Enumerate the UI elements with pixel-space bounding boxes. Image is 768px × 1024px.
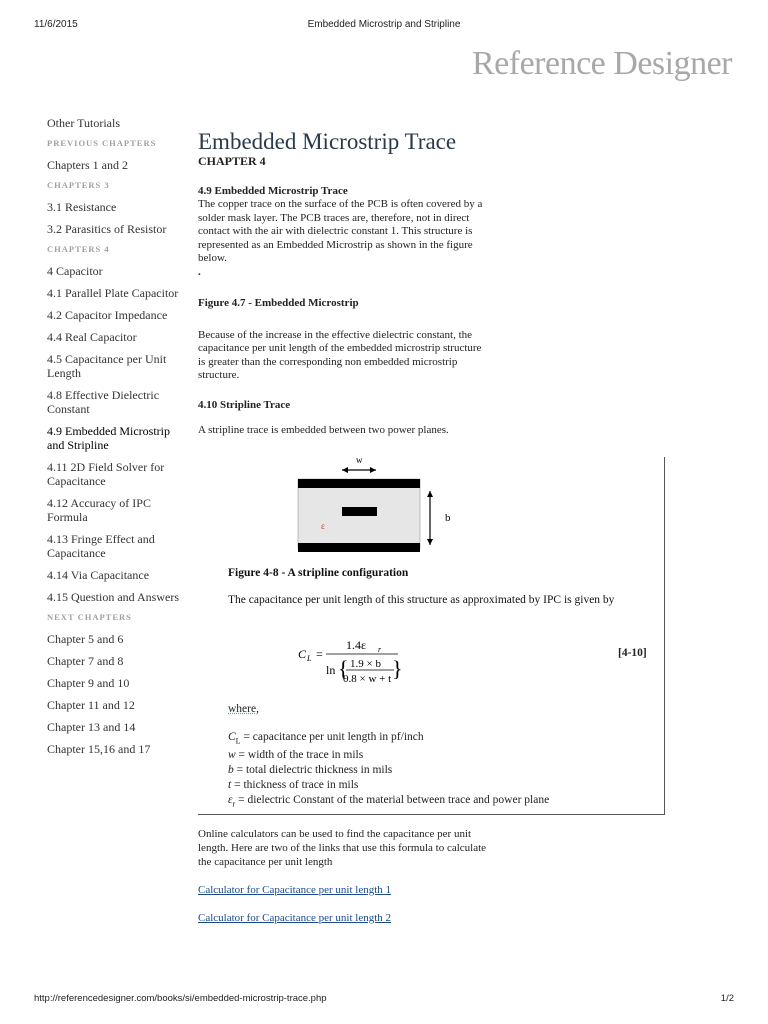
sidebar-heading-chapters-3: CHAPTERS 3 xyxy=(47,180,110,190)
where-label: where, xyxy=(228,703,259,715)
sidebar-item-real-capacitor[interactable]: 4.4 Real Capacitor xyxy=(47,330,137,344)
definition-w: w = width of the trace in mils xyxy=(228,749,364,762)
sidebar-heading-chapters-4: CHAPTERS 4 xyxy=(47,244,110,254)
figure-4-7-caption: Figure 4.7 - Embedded Microstrip xyxy=(198,297,359,309)
w-arrow-head-left xyxy=(342,467,348,473)
b-arrow-head-bottom xyxy=(427,539,433,545)
sidebar-item-embedded-microstrip[interactable]: 4.9 Embedded Microstrip and Stripline xyxy=(47,424,170,452)
sidebar-item-chapter-9-10[interactable]: Chapter 9 and 10 xyxy=(47,676,130,690)
sidebar-item-question-answers[interactable]: 4.15 Question and Answers xyxy=(47,590,179,604)
ipc-description: The capacitance per unit length of this structure as approximated by IPC is given by xyxy=(228,594,615,606)
formula-equals: = xyxy=(316,647,323,661)
chapter-label: CHAPTER 4 xyxy=(198,154,266,168)
sidebar-item-2d-field-solver[interactable]: 4.11 2D Field Solver for Capacitance xyxy=(47,460,165,488)
sidebar-item-fringe-effect[interactable]: 4.13 Fringe Effect and Capacitance xyxy=(47,532,155,560)
variable-definitions xyxy=(228,730,549,812)
sidebar-item-chapters-1-2[interactable]: Chapters 1 and 2 xyxy=(47,158,128,172)
b-label: b xyxy=(445,512,451,524)
calculator-link-2[interactable]: Calculator for Capacitance per unit length 2 xyxy=(198,912,392,924)
figure-4-8-caption: Figure 4-8 - A stripline configuration xyxy=(228,567,409,579)
sidebar-item-chapter-7-8[interactable]: Chapter 7 and 8 xyxy=(47,654,124,668)
equation-reference: [4-10] xyxy=(618,647,647,659)
sidebar xyxy=(47,116,182,764)
sidebar-item-capacitor-impedance[interactable]: 4.2 Capacitor Impedance xyxy=(47,308,168,322)
sidebar-item-resistance[interactable]: 3.1 Resistance xyxy=(47,200,117,214)
effective-dielectric-paragraph: Because of the increase in the effective dielectric constant, the capacitance per unit length of the embedded microstrip structure is greater than the corresponding non embedded microstrip structure. xyxy=(198,328,482,381)
sidebar-heading-previous: PREVIOUS CHAPTERS xyxy=(47,138,157,148)
calculators-section xyxy=(198,827,488,925)
sidebar-item-chapter-13-14[interactable]: Chapter 13 and 14 xyxy=(47,720,136,734)
formula-lhs-sub: L xyxy=(307,654,312,663)
section-heading-4-10: 4.10 Stripline Trace xyxy=(198,398,291,411)
sidebar-item-chapter-15-17[interactable]: Chapter 15,16 and 17 xyxy=(47,742,151,756)
sidebar-item-capacitor[interactable]: 4 Capacitor xyxy=(47,264,103,278)
sidebar-item-chapter-11-12[interactable]: Chapter 11 and 12 xyxy=(47,698,135,712)
sidebar-item-effective-dielectric[interactable]: 4.8 Effective Dielectric Constant xyxy=(47,388,160,416)
sidebar-item-other-tutorials[interactable]: Other Tutorials xyxy=(47,116,121,130)
bottom-power-plane xyxy=(298,543,420,552)
definition-cl: $C_L$ = capacitance per unit length in pf/inch xyxy=(228,731,424,746)
page-number: 1/2 xyxy=(720,993,734,1004)
sidebar-item-parasitics[interactable]: 3.2 Parasitics of Resistor xyxy=(47,222,167,236)
section-heading-4-9: 4.9 Embedded Microstrip Trace xyxy=(198,184,348,197)
print-date: 11/6/2015 xyxy=(34,19,78,30)
w-arrow-head-right xyxy=(370,467,376,473)
stray-dot: . xyxy=(198,265,201,278)
ipc-formula xyxy=(298,638,403,685)
formula-lhs: C xyxy=(298,647,307,661)
formula-inner-num: 1.9 × b xyxy=(350,658,381,670)
print-title: Embedded Microstrip and Stripline xyxy=(307,19,461,30)
formula-numerator: 1.4ε xyxy=(346,638,367,652)
formula-numerator-sub: r xyxy=(378,645,382,654)
formula-brace-right: } xyxy=(392,656,403,681)
definition-t: t = thickness of trace in mils xyxy=(228,779,359,792)
sidebar-item-chapter-5-6[interactable]: Chapter 5 and 6 xyxy=(47,632,124,646)
er-label: ε xyxy=(321,521,325,531)
site-logo[interactable]: Reference Designer xyxy=(471,45,732,82)
formula-ln: ln xyxy=(326,663,336,677)
stripline-trace xyxy=(342,507,377,516)
page-title: Embedded Microstrip Trace xyxy=(198,129,457,154)
intro-paragraph: The copper trace on the surface of the PCB is often covered by a solder mask layer. The PCB traces are, therefore, not in direct contact with the air with dielectric constant 1. This structure is represented as an Embedded Microstrip as shown in the figure below. xyxy=(198,198,483,264)
b-arrow-head-top xyxy=(427,491,433,497)
sidebar-item-ipc-accuracy[interactable]: 4.12 Accuracy of IPC Formula xyxy=(47,496,151,524)
top-power-plane xyxy=(298,479,420,488)
formula-brace-left: { xyxy=(338,656,349,681)
definition-b: b = total dielectric thickness in mils xyxy=(228,764,393,777)
stripline-figure xyxy=(198,457,665,815)
sidebar-item-parallel-plate[interactable]: 4.1 Parallel Plate Capacitor xyxy=(47,286,179,300)
sidebar-item-capacitance-per-unit-length[interactable]: 4.5 Capacitance per Unit Length xyxy=(47,352,167,380)
w-label: w xyxy=(356,457,363,465)
stripline-intro: A stripline trace is embedded between two power planes. xyxy=(198,424,449,436)
sidebar-heading-next: NEXT CHAPTERS xyxy=(47,612,132,622)
calculators-paragraph: Online calculators can be used to find the capacitance per unit length. Here are two of the links that use this formula to calculate the capacitance per unit length xyxy=(198,828,487,868)
calculator-link-1[interactable]: Calculator for Capacitance per unit length 1 xyxy=(198,884,392,896)
article xyxy=(198,128,488,438)
sidebar-item-via-capacitance[interactable]: 4.14 Via Capacitance xyxy=(47,568,150,582)
formula-inner-den: 0.8 × w + t xyxy=(343,673,392,685)
definition-er: $\varepsilon_r$ = dielectric Constant of the material between trace and power plane xyxy=(228,794,550,809)
print-url: http://referencedesigner.com/books/si/embedded-microstrip-trace.php xyxy=(34,993,327,1004)
